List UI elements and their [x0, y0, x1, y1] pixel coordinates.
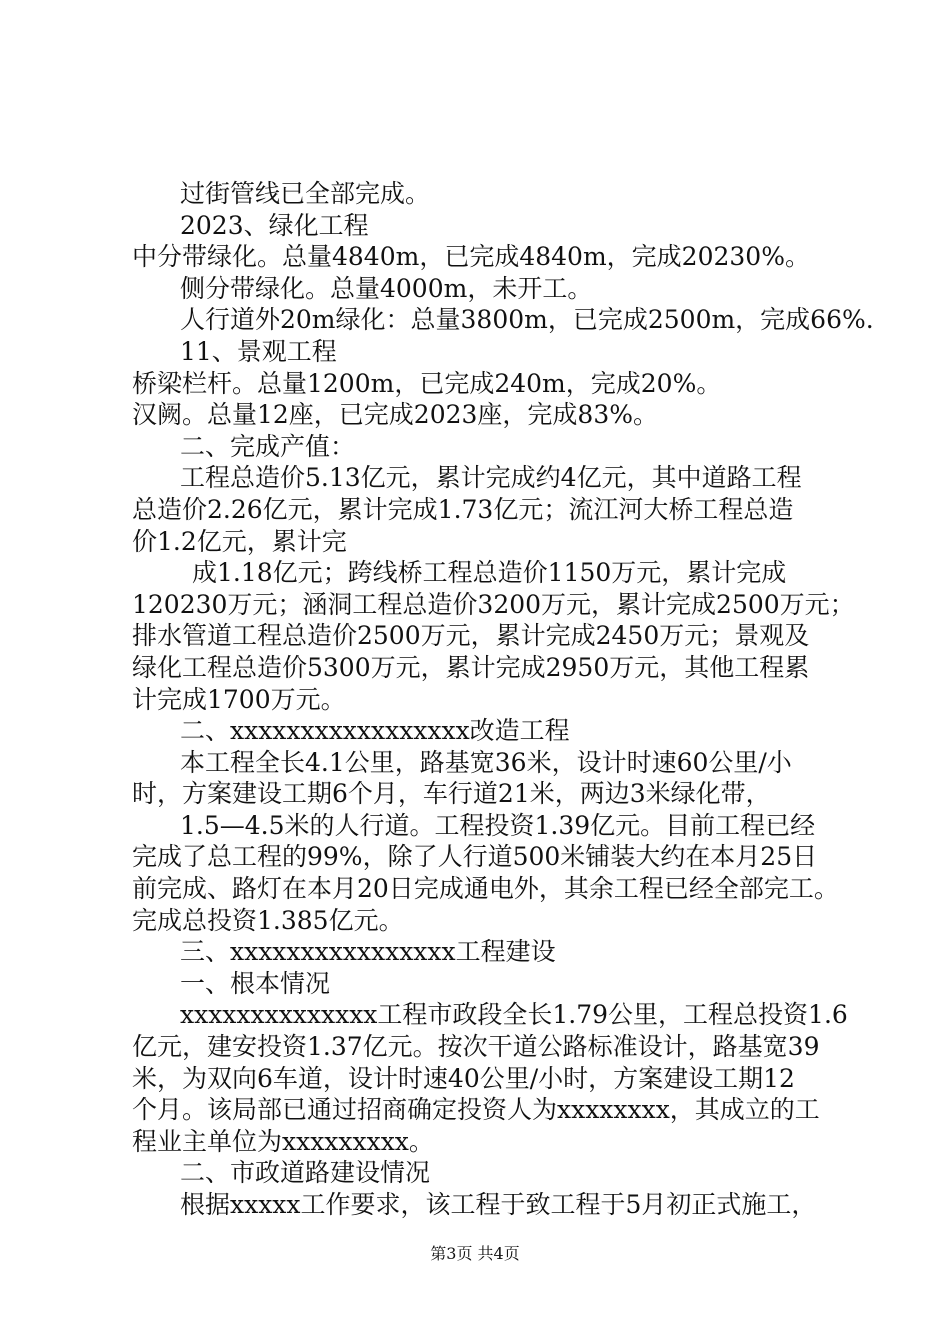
- text-line: 亿元，建安投资1.37亿元。按次干道公路标准设计，路基宽39: [132, 1032, 820, 1062]
- text-line: 计完成1700万元。: [132, 684, 346, 714]
- text-line: 前完成、路灯在本月20日完成通电外，其余工程已经全部完工。: [132, 874, 839, 904]
- section-heading: 二、xxxxxxxxxxxxxxxxx改造工程: [180, 716, 570, 746]
- text-line: 根据xxxxx工作要求，该工程于致工程于5月初正式施工，: [180, 1190, 817, 1219]
- text-line: 桥梁栏杆。总量1200m，已完成240m，完成20%。: [132, 368, 722, 398]
- text-line: 价1.2亿元，累计完: [132, 526, 347, 556]
- text-line: 1.5—4.5米的人行道。工程投资1.39亿元。目前工程已经: [180, 810, 816, 840]
- section-heading: 2023、绿化工程: [180, 210, 369, 240]
- text-line: 程业主单位为xxxxxxxxx。: [132, 1126, 434, 1156]
- text-line: 汉阙。总量12座，已完成2023座，完成83%。: [132, 400, 659, 430]
- text-line: 米，为双向6车道，设计时速40公里/小时，方案建设工期12: [132, 1063, 795, 1093]
- text-line: 绿化工程总造价5300万元，累计完成2950万元，其他工程累: [132, 652, 810, 682]
- text-line: 排水管道工程总造价2500万元，累计完成2450万元；景观及: [132, 621, 810, 651]
- section-heading: 二、完成产值：: [180, 431, 356, 461]
- text-line: 过街管线已全部完成。: [180, 179, 431, 208]
- text-line: 侧分带绿化。总量4000m，未开工。: [180, 273, 593, 303]
- text-line: 完成了总工程的99%，除了人行道500米铺装大约在本月25日: [132, 842, 818, 872]
- page-footer: 第3页 共4页: [430, 1244, 520, 1263]
- text-line: 中分带绿化。总量4840m，已完成4840m，完成20230%。: [132, 242, 810, 272]
- section-heading: 11、景观工程: [180, 336, 337, 366]
- text-line: 人行道外20m绿化：总量3800m，已完成2500m，完成66%.: [180, 305, 874, 335]
- body-text: [132, 178, 874, 1221]
- text-line: 工程总造价5.13亿元，累计完成约4亿元，其中道路工程: [180, 463, 802, 493]
- text-line: 本工程全长4.1公里，路基宽36米，设计时速60公里/小: [180, 747, 792, 777]
- text-line: 成1.18亿元；跨线桥工程总造价1150万元，累计完成: [192, 558, 787, 588]
- section-heading: 二、市政道路建设情况: [180, 1158, 431, 1188]
- text-line: 时，方案建设工期6个月，车行道21米，两边3米绿化带，: [132, 779, 771, 809]
- text-line: xxxxxxxxxxxxxx工程市政段全长1.79公里，工程总投资1.6: [180, 1000, 848, 1030]
- text-line: 个月。该局部已通过招商确定投资人为xxxxxxxx，其成立的工: [132, 1095, 820, 1125]
- section-heading: 一、根本情况: [180, 968, 331, 998]
- text-line: 总造价2.26亿元，累计完成1.73亿元；流江河大桥工程总造: [132, 494, 794, 524]
- text-line: 120230万元；涵洞工程总造价3200万元，累计完成2500万元；: [132, 589, 855, 619]
- section-heading: 三、xxxxxxxxxxxxxxxx工程建设: [180, 937, 556, 967]
- text-line: 完成总投资1.385亿元。: [132, 905, 404, 935]
